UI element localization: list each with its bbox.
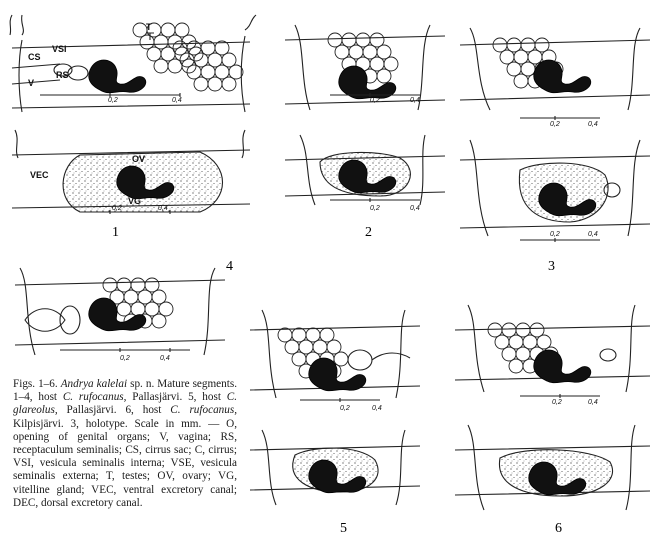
svg-text:0,4: 0,4 [158, 205, 168, 212]
svg-text:0,4: 0,4 [410, 97, 420, 104]
fig6-bottom-segment [455, 425, 650, 510]
svg-text:0,2: 0,2 [120, 355, 130, 362]
fig5-top-segment [250, 310, 420, 402]
caption-part-2: sp. n. Mature segments. 1–4, host [13, 378, 237, 404]
fig5-bottom-segment [250, 430, 420, 505]
fig1-top-segment [10, 15, 256, 112]
svg-text:0,4: 0,4 [588, 231, 598, 238]
caption-host-2: C. glareolus, [13, 391, 237, 417]
fig4-segment [15, 268, 225, 355]
svg-text:0,2: 0,2 [340, 405, 350, 412]
panel-number-2: 2 [365, 225, 372, 240]
svg-text:0,4: 0,4 [588, 121, 598, 128]
svg-text:0,4: 0,4 [172, 97, 182, 104]
svg-text:VEC: VEC [30, 170, 49, 180]
fig3-bottom-segment [460, 140, 650, 242]
caption-part-1: Figs. 1–6. [13, 378, 61, 390]
caption-part-3: Pallasjärvi. 5, host [126, 391, 227, 404]
caption-host-1: C. rufocanus, [62, 391, 127, 404]
svg-text:OV: OV [132, 154, 146, 164]
svg-text:T: T [146, 22, 152, 32]
svg-text:VG: VG [128, 196, 142, 206]
caption-part-4: Pallasjärvi. 6, host [57, 404, 171, 417]
panel-number-5: 5 [340, 521, 347, 536]
svg-text:0,2: 0,2 [108, 97, 118, 104]
figure-caption [13, 378, 237, 510]
caption-part-5: Kilpisjärvi. 3, holotype. Scale in mm. — O, opening of genital organs; V, vagina; RS, receptaculum seminalis; CS, cirrus sac; C, cirrus; VSI, vesicula seminalis interna; VSE, vesicula seminalis externa; T, testes; OV, ovary; VG, vitelline gland; VEC, ventral excretory canal; DEC, dorsal excretory canal. [13, 417, 237, 509]
svg-text:RS: RS [56, 70, 69, 80]
svg-text:0,4: 0,4 [588, 399, 598, 406]
svg-text:0,2: 0,2 [552, 399, 562, 406]
svg-text:0,4: 0,4 [372, 405, 382, 412]
fig3-top-segment [460, 28, 650, 120]
panel-number-6: 6 [555, 521, 562, 536]
svg-text:VSI: VSI [52, 44, 67, 54]
svg-text:0,4: 0,4 [160, 355, 170, 362]
panel-number-4: 4 [226, 259, 233, 274]
svg-text:0,2: 0,2 [370, 97, 380, 104]
svg-text:0,2: 0,2 [550, 231, 560, 238]
svg-text:0,2: 0,2 [112, 205, 122, 212]
caption-species: Andrya kalelai [60, 378, 128, 390]
svg-text:0,2: 0,2 [550, 121, 560, 128]
svg-text:0,4: 0,4 [410, 205, 420, 212]
svg-text:V: V [28, 78, 35, 88]
panel-number-3: 3 [548, 259, 555, 274]
svg-text:0,2: 0,2 [370, 205, 380, 212]
fig2-top-segment [285, 25, 445, 110]
panel-number-1: 1 [112, 225, 119, 240]
svg-text:CS: CS [28, 52, 41, 62]
fig2-bottom-segment [285, 135, 445, 205]
fig6-top-segment [455, 305, 650, 398]
caption-host-3: C. rufocanus, [170, 404, 237, 417]
